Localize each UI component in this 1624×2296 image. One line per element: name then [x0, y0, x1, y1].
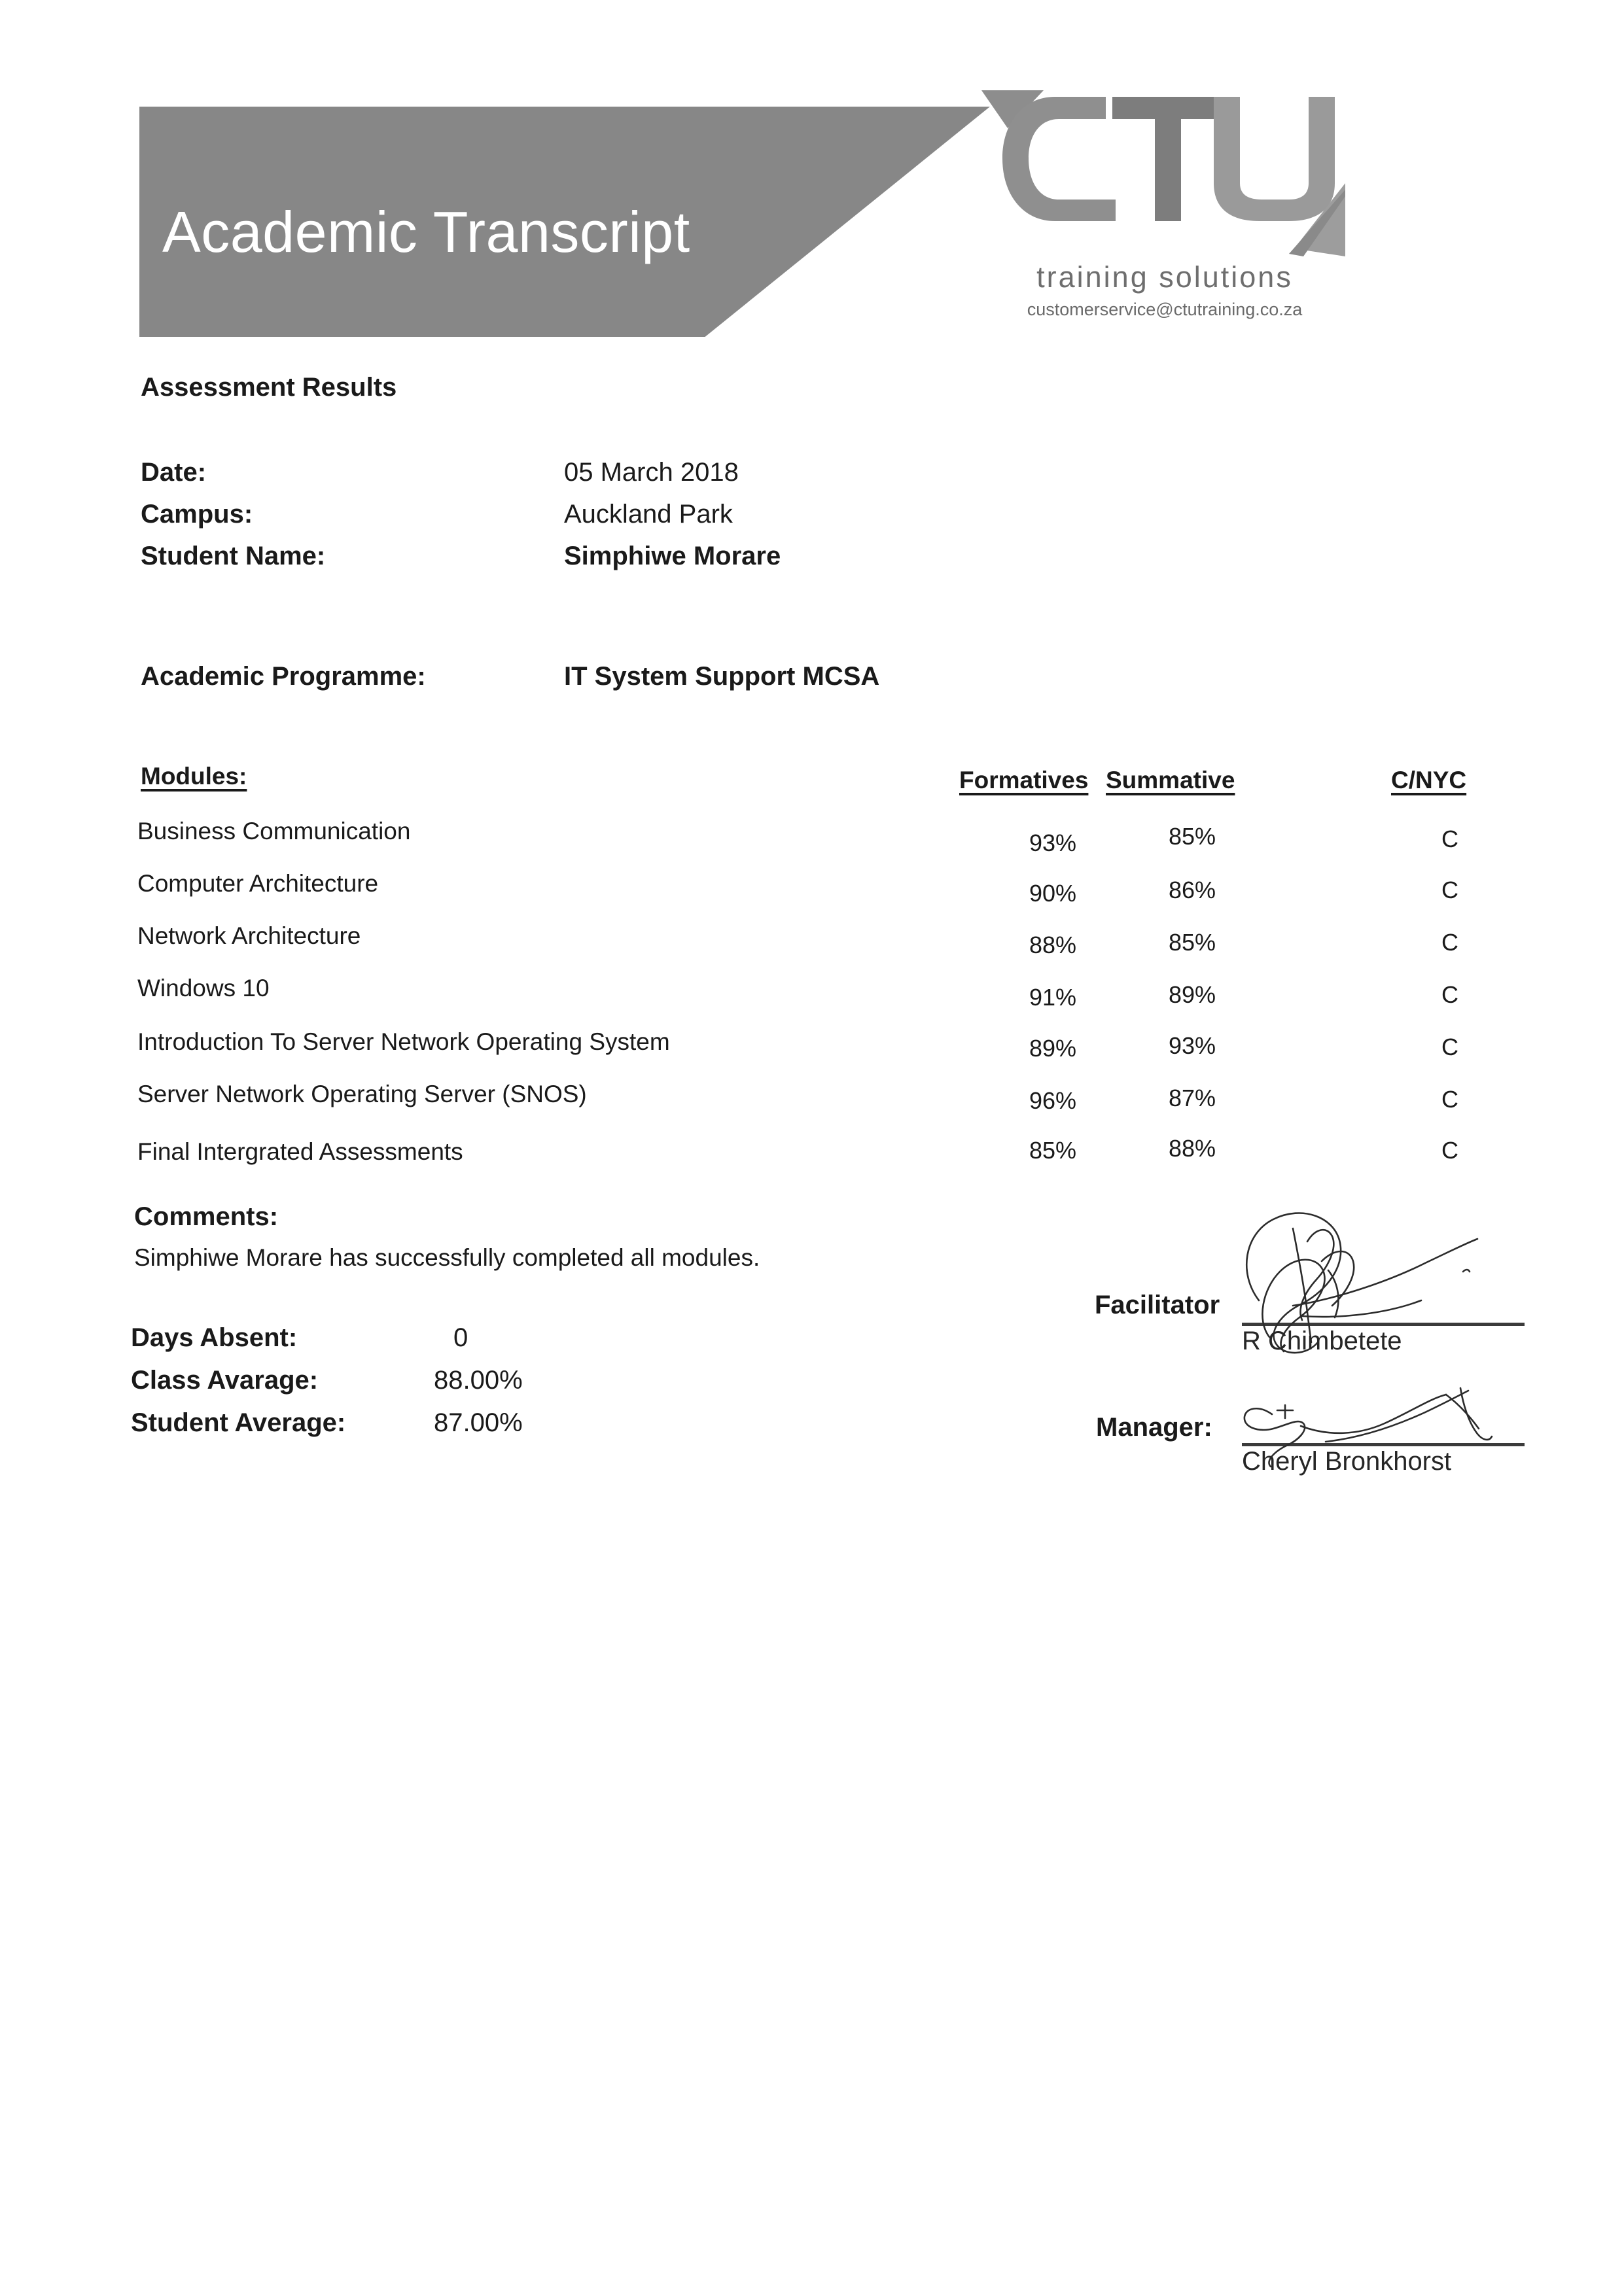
table-row: Introduction To Server Network Operating System	[137, 1028, 670, 1055]
formative-value: 88%	[1029, 931, 1076, 958]
comments-text: Simphiwe Morare has successfully completed all modules.	[134, 1244, 760, 1271]
formative-value: 85%	[1029, 1137, 1076, 1164]
assessment-results-heading: Assessment Results	[141, 373, 397, 402]
grade-value: C	[1441, 877, 1458, 903]
table-row: Business Communication	[137, 818, 411, 844]
summative-value: 89%	[1168, 981, 1216, 1008]
student-name-label: Student Name:	[141, 542, 326, 570]
class-average-value: 88.00%	[434, 1366, 523, 1395]
table-row: Windows 10	[137, 975, 270, 1001]
logo-tagline: training solutions	[1036, 260, 1293, 294]
class-average-label: Class Avarage:	[131, 1366, 319, 1395]
manager-signature-line	[1242, 1443, 1525, 1446]
table-row: Computer Architecture	[137, 870, 379, 897]
table-header-cnyc: C/NYC	[1391, 767, 1467, 793]
table-header-formatives: Formatives	[959, 767, 1089, 793]
grade-value: C	[1441, 929, 1458, 956]
comments-heading: Comments:	[134, 1202, 279, 1231]
student-average-label: Student Average:	[131, 1408, 346, 1437]
grade-value: C	[1441, 1086, 1458, 1113]
campus-value: Auckland Park	[564, 500, 733, 529]
page-title: Academic Transcript	[162, 200, 690, 264]
summative-value: 86%	[1168, 877, 1216, 903]
programme-label: Academic Programme:	[141, 662, 426, 691]
student-name-value: Simphiwe Morare	[564, 542, 781, 570]
table-row: Network Architecture	[137, 922, 361, 949]
manager-label: Manager:	[1096, 1413, 1212, 1442]
logo-email: customerservice@ctutraining.co.za	[1027, 300, 1303, 319]
table-header-modules: Modules:	[141, 763, 247, 790]
summative-value: 85%	[1168, 929, 1216, 956]
grade-value: C	[1441, 981, 1458, 1008]
summative-value: 88%	[1168, 1135, 1216, 1162]
formative-value: 90%	[1029, 880, 1076, 907]
programme-value: IT System Support MCSA	[564, 662, 880, 691]
ctu-logo-icon	[981, 85, 1348, 262]
table-header-summative: Summative	[1106, 767, 1235, 793]
manager-name: Cheryl Bronkhorst	[1242, 1447, 1452, 1476]
facilitator-signature-line	[1242, 1323, 1525, 1326]
days-absent-label: Days Absent:	[131, 1323, 298, 1352]
days-absent-value: 0	[453, 1323, 468, 1352]
student-average-value: 87.00%	[434, 1408, 523, 1437]
formative-value: 91%	[1029, 984, 1076, 1011]
grade-value: C	[1441, 1034, 1458, 1060]
summative-value: 85%	[1168, 823, 1216, 850]
date-label: Date:	[141, 458, 207, 487]
summative-value: 87%	[1168, 1085, 1216, 1111]
grade-value: C	[1441, 826, 1458, 852]
grade-value: C	[1441, 1137, 1458, 1164]
formative-value: 93%	[1029, 829, 1076, 856]
facilitator-name: R Chimbetete	[1242, 1327, 1402, 1355]
table-row: Final Intergrated Assessments	[137, 1138, 463, 1165]
facilitator-label: Facilitator	[1095, 1291, 1220, 1319]
table-row: Server Network Operating Server (SNOS)	[137, 1081, 587, 1107]
campus-label: Campus:	[141, 500, 253, 529]
formative-value: 89%	[1029, 1035, 1076, 1062]
header-banner	[139, 107, 990, 337]
summative-value: 93%	[1168, 1032, 1216, 1059]
ctu-logo	[981, 85, 1387, 347]
formative-value: 96%	[1029, 1087, 1076, 1114]
date-value: 05 March 2018	[564, 458, 739, 487]
